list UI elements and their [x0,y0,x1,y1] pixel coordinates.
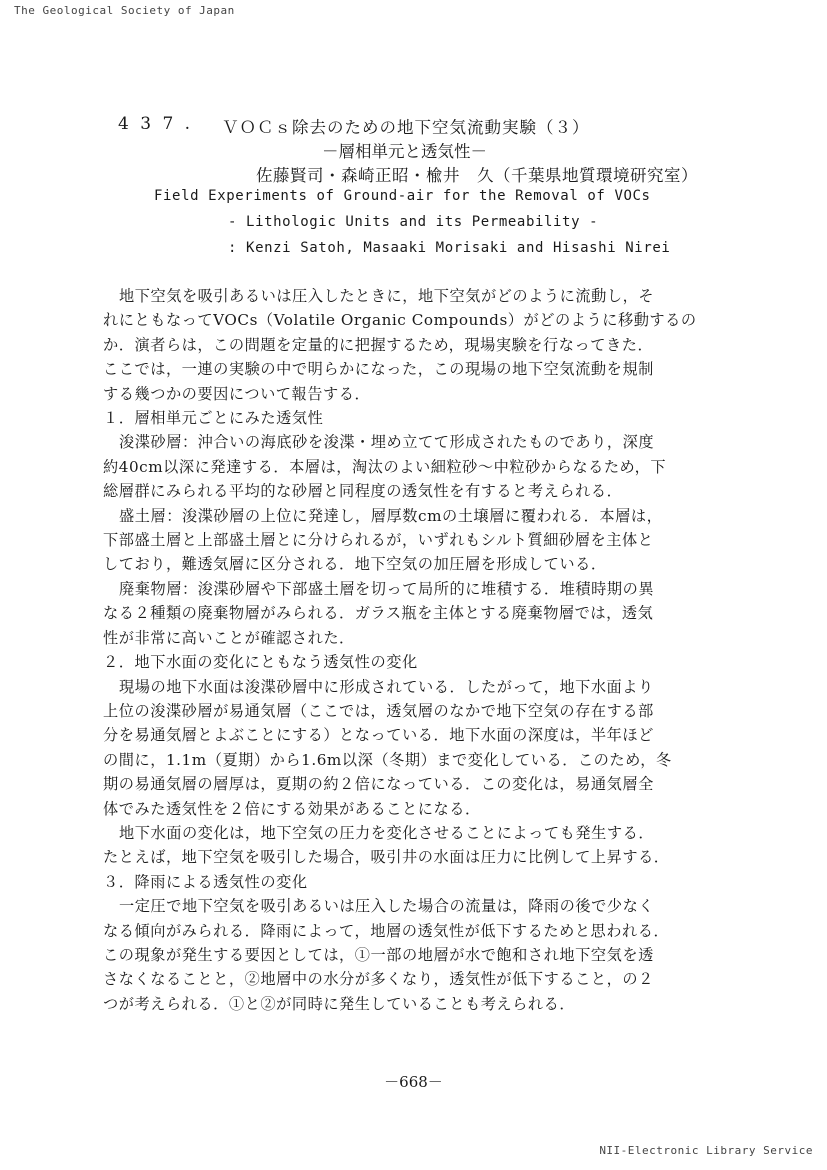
body-line: この現象が発生する要因としては，①一部の地層が水で飽和され地下空気を透 [103,945,654,964]
authors-japanese: 佐藤賢司・森崎正昭・楡井 久（千葉県地質環境研究室） [256,166,698,185]
body-line: つが考えられる．①と②が同時に発生していることも考えられる． [103,994,576,1013]
section-heading-2: ２．地下水面の変化にともなう透気性の変化 [103,653,418,672]
body-line: の間に，1.1m（夏期）から1.6m以深（冬期）まで変化している．このため，冬 [103,750,672,769]
body-line: 現場の地下水面は浚渫砂層中に形成されている．したがって，地下水面より [119,677,654,696]
body-line: 地下水面の変化は，地下空気の圧力を変化させることによっても発生する． [119,823,655,842]
body-line: なる傾向がみられる．降雨によって，地層の透気性が低下するためと思われる． [103,921,670,940]
section-heading-1: １．層相単元ごとにみた透気性 [103,409,324,428]
body-line: 浚渫砂層：沖合いの海底砂を浚渫・埋め立てて形成されたものであり，深度 [119,433,655,452]
body-line: 廃棄物層：浚渫砂層や下部盛土層を切って局所的に堆積する．堆積時期の異 [119,579,655,598]
subtitle-japanese: －層相単元と透気性－ [322,142,487,161]
subtitle-english: - Lithologic Units and its Permeability - [228,214,599,230]
title-english: Field Experiments of Ground-air for the Removal of VOCs [154,188,651,204]
body-line: 性が非常に高いことが確認された． [103,628,355,647]
body-line: 総層群にみられる平均的な砂層と同程度の透気性を有すると考えられる． [103,482,623,501]
body-line: 期の易通気層の層厚は，夏期の約２倍になっている．この変化は，易通気層全 [103,775,654,794]
body-line: する幾つかの要因について報告する． [103,384,371,403]
paper-number: 4 3 7 . [118,114,194,134]
body-line: ここでは，一連の実験の中で明らかになった，この現場の地下空気流動を規制 [103,360,654,379]
footer-service-name: NII-Electronic Library Service [599,1144,813,1157]
body-line: か．演者らは，この問題を定量的に把握するため，現場実験を行なってきた． [103,335,654,354]
body-line: 盛土層：浚渫砂層の上位に発達し，層厚数cmの土壌層に覆われる．本層は， [119,506,663,525]
body-text [103,284,753,1016]
body-line: しており，難透気層に区分される．地下空気の加圧層を形成している． [103,555,607,574]
body-line: 分を易通気層とよぶことにする）となっている．地下水面の深度は，半年ほど [103,726,654,745]
section-heading-3: ３．降雨による透気性の変化 [103,872,308,891]
body-line: 上位の浚渫砂層が易通気層（ここでは，透気層のなかで地下空気の存在する部 [103,701,654,720]
body-line: 一定圧で地下空気を吸引あるいは圧入した場合の流量は，降雨の後で少なく [119,897,655,916]
header-society-name: The Geological Society of Japan [14,4,235,17]
body-line: 下部盛土層と上部盛土層とに分けられるが，いずれもシルト質細砂層を主体と [103,531,654,550]
body-line: たとえば，地下空気を吸引した場合，吸引井の水面は圧力に比例して上昇する． [103,848,670,867]
page-number: －668－ [384,1073,443,1091]
body-line: さなくなることと，②地層中の水分が多くなり，透気性が低下すること，の２ [103,970,654,989]
body-line: 地下空気を吸引あるいは圧入したときに，地下空気がどのように流動し，そ [119,287,655,305]
body-line: 約40cm以深に発達する．本層は，淘汰のよい細粒砂～中粒砂からなるため，下 [103,457,667,476]
body-line: 体でみた透気性を２倍にする効果があることになる． [103,799,481,818]
body-line: なる２種類の廃棄物層がみられる．ガラス瓶を主体とする廃棄物層では，透気 [103,604,654,623]
authors-english: : Kenzi Satoh, Masaaki Morisaki and Hisashi Nirei [228,240,671,256]
body-line: れにともなってVOCs（Volatile Organic Compounds）がどのように移動するの [103,311,697,330]
title-japanese: ＶＯＣｓ除去のための地下空気流動実験（３） [222,118,590,137]
